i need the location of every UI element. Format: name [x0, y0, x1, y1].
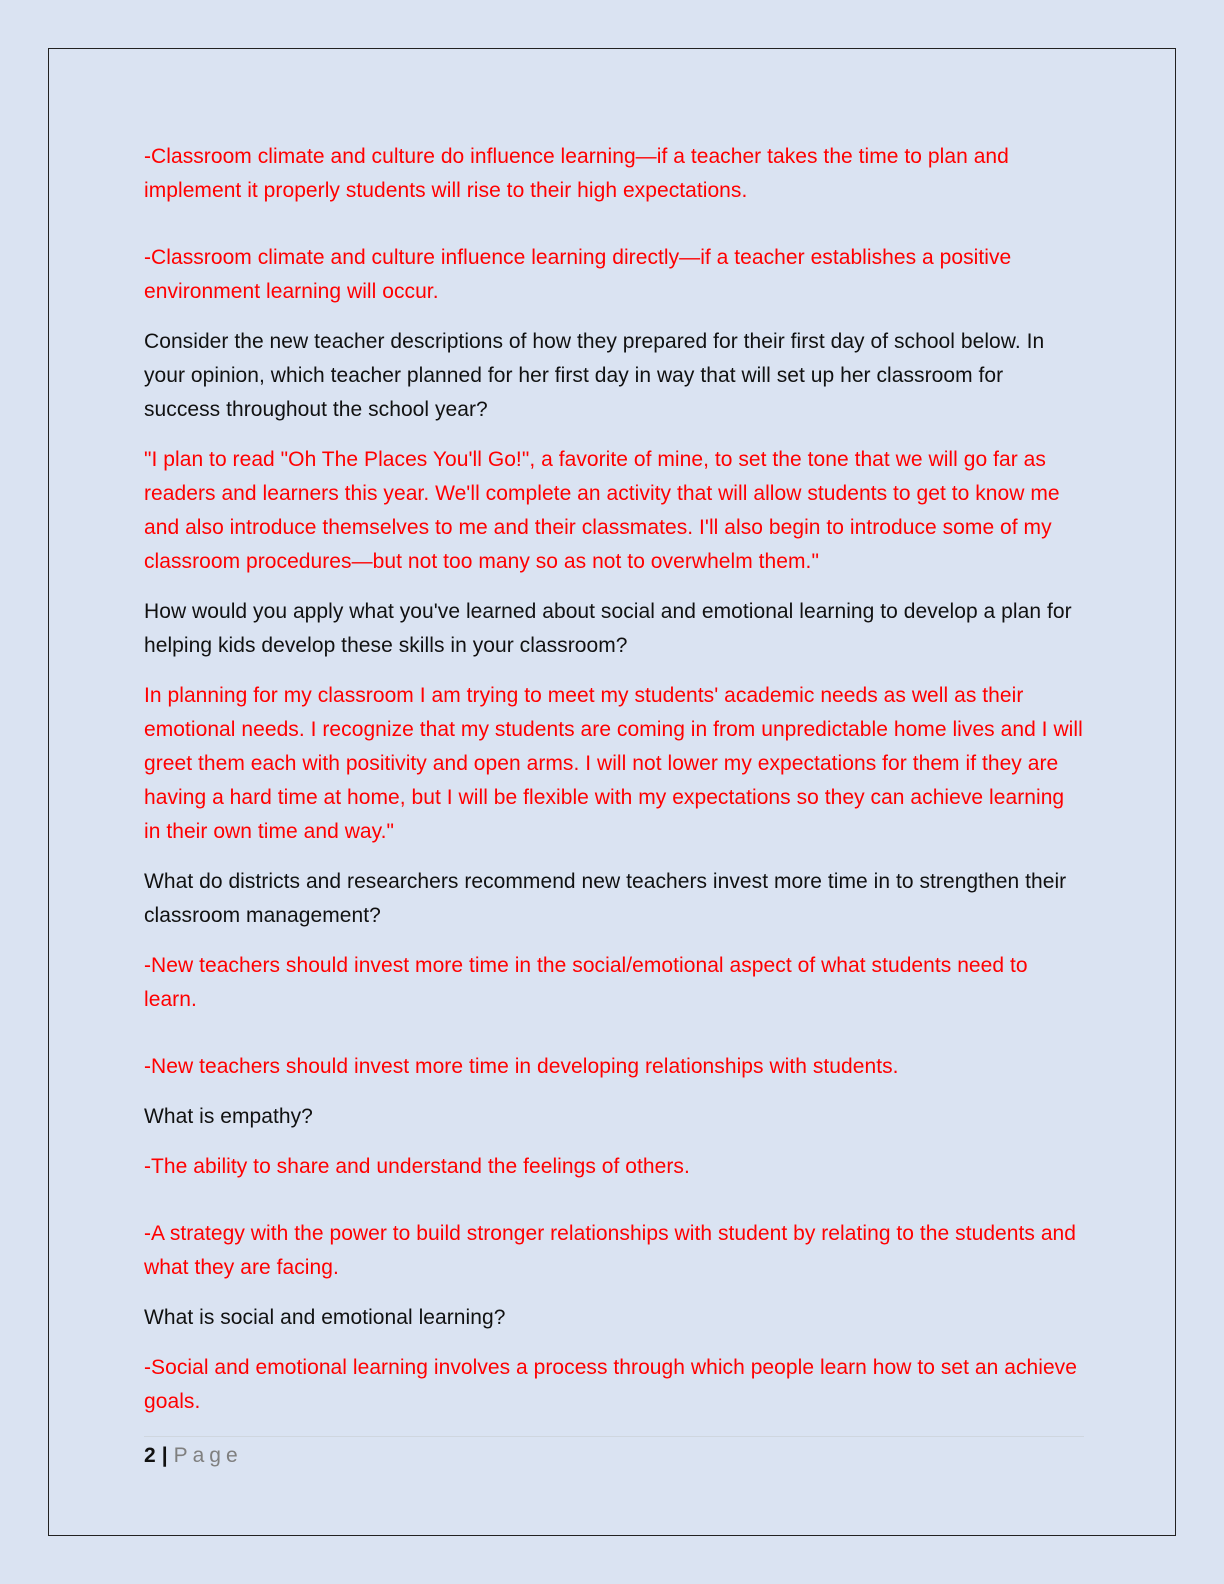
page-label: Page [173, 1444, 243, 1467]
answer-paragraph: -Classroom climate and culture influence learning directly—if a teacher establishes a positive environment learning will occur. [144, 246, 1012, 303]
answer-paragraph: "I plan to read "Oh The Places You'll Go!", a favorite of mine, to set the tone that we will go far as readers and learners this year. We'll complete an activity that will allow students to get to know me and also introduce themselves to me and their classmates. I'll also begin to introduce some of my classroom procedures—but not too many so as not to overwhelm them." [144, 448, 1060, 573]
footer-separator: | [161, 1444, 168, 1467]
answer-paragraph: -Social and emotional learning involves a process through which people learn how to set an achieve goals. [144, 1356, 1077, 1413]
answer-paragraph: -A strategy with the power to build stronger relationships with student by relating to the students and what they are facing. [144, 1222, 1077, 1279]
question-paragraph: How would you apply what you've learned about social and emotional learning to develop a plan for helping kids develop these skills in your classroom? [144, 600, 1072, 657]
document-body [144, 140, 1084, 1435]
question-paragraph: What do districts and researchers recommend new teachers invest more time in to strengthen their classroom management? [144, 870, 1067, 927]
answer-paragraph: -Classroom climate and culture do influence learning—if a teacher takes the time to plan and implement it properly students will rise to their high expectations. [144, 145, 1009, 202]
answer-paragraph: In planning for my classroom I am trying to meet my students' academic needs as well as their emotional needs. I recognize that my students are coming in from unpredictable home lives and I will greet them each with positivity and open arms. I will not lower my expectations for them if they are having a hard time at home, but I will be flexible with my expectations so they can achieve learning in their own time and way." [144, 684, 1083, 843]
question-paragraph: What is social and emotional learning? [144, 1306, 506, 1329]
answer-paragraph: -The ability to share and understand the feelings of others. [144, 1155, 690, 1178]
answer-paragraph: -New teachers should invest more time in developing relationships with students. [144, 1055, 899, 1078]
page-number: 2 [144, 1444, 156, 1467]
answer-paragraph: -New teachers should invest more time in the social/emotional aspect of what students need to learn. [144, 954, 1028, 1011]
question-paragraph: What is empathy? [144, 1105, 313, 1128]
page-footer [144, 1436, 1084, 1473]
question-paragraph: Consider the new teacher descriptions of how they prepared for their first day of school below. In your opinion, which teacher planned for her first day in way that will set up her classroom for success throughout the school year? [144, 330, 1045, 421]
